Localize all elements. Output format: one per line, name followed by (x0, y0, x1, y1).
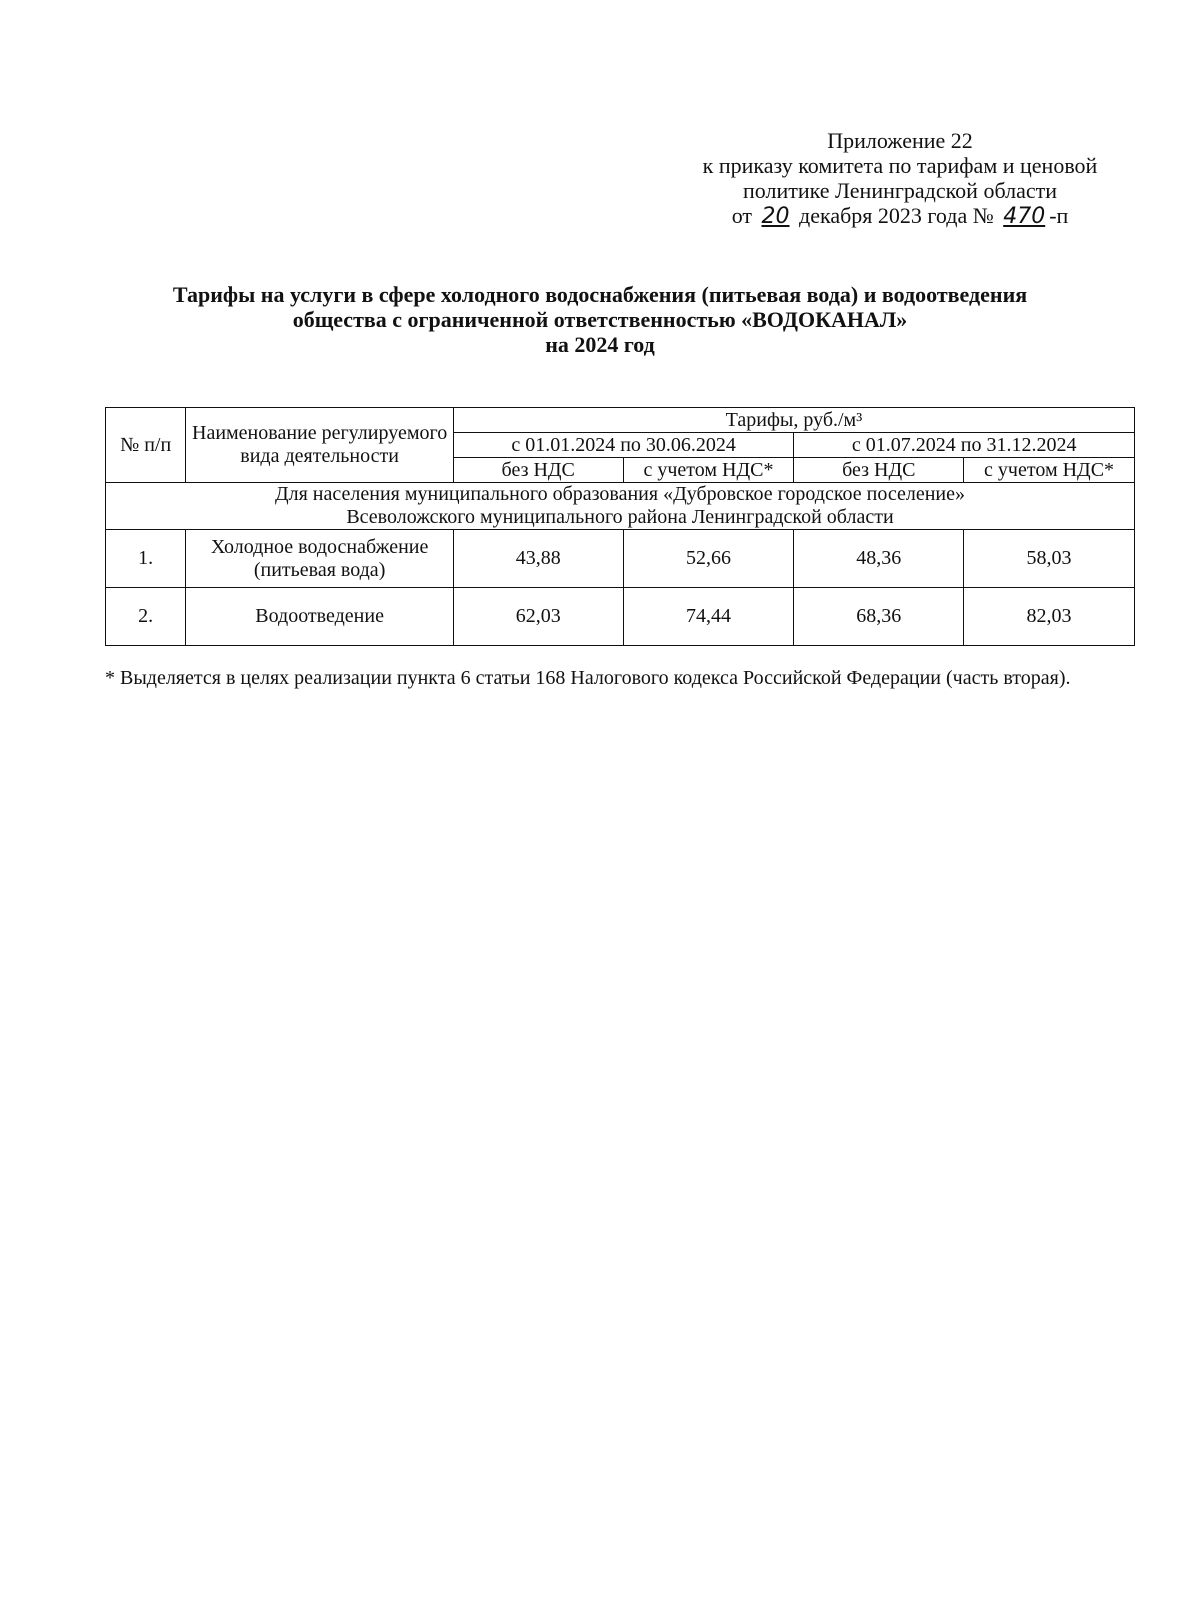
row-p1-without-vat: 43,88 (453, 530, 623, 588)
row-p1-with-vat: 74,44 (623, 588, 794, 646)
header-row-1 (106, 408, 1135, 433)
row-name: Водоотведение (186, 588, 454, 646)
group-cell (106, 483, 1135, 530)
table-row (106, 588, 1135, 646)
date-middle: декабря 2023 года № (799, 203, 994, 228)
annex-order-ref: к приказу комитета по тарифам и ценовой (702, 153, 1098, 178)
header-p2-without-vat: без НДС (794, 458, 964, 483)
annex-date-line (660, 203, 1140, 229)
footnote: * Выделяется в целях реализации пункта 6 статьи 168 Налогового кодекса Российской Федерации (часть вторая). (105, 667, 1071, 689)
header-period-2: с 01.07.2024 по 31.12.2024 (794, 433, 1135, 458)
row-p2-with-vat: 58,03 (964, 530, 1135, 588)
group-line-1: Для населения муниципального образования «Дубровское городское поселение» (274, 483, 966, 505)
header-p1-without-vat: без НДС (453, 458, 623, 483)
title-line-1: Тарифы на услуги в сфере холодного водоснабжения (питьевая вода) и водоотведения (172, 282, 1028, 307)
title-line-2: общества с ограниченной ответственностью «ВОДОКАНАЛ» (292, 307, 908, 332)
header-period-1: с 01.01.2024 по 30.06.2024 (453, 433, 794, 458)
group-row (106, 483, 1135, 530)
tariffs-table (105, 407, 1135, 646)
row-name: Холодное водоснабжение (питьевая вода) (186, 530, 454, 588)
date-prefix: от (731, 203, 753, 228)
order-suffix: -п (1049, 203, 1069, 228)
annex-header (660, 128, 1140, 229)
header-tariffs: Тарифы, руб./м³ (453, 408, 1134, 433)
row-p2-without-vat: 68,36 (794, 588, 964, 646)
group-line-2: Всеволожского муниципального района Ленинградской области (346, 506, 894, 528)
handwritten-order-number: 470 (1003, 204, 1046, 229)
annex-committee: политике Ленинградской области (742, 178, 1057, 203)
table-row (106, 530, 1135, 588)
header-num: № п/п (106, 408, 186, 483)
row-num: 1. (106, 530, 186, 588)
row-p2-with-vat: 82,03 (964, 588, 1135, 646)
row-p1-without-vat: 62,03 (453, 588, 623, 646)
row-p1-with-vat: 52,66 (623, 530, 794, 588)
handwritten-day: 20 (761, 204, 790, 229)
title-line-3: на 2024 год (545, 332, 655, 357)
header-p2-with-vat: с учетом НДС* (964, 458, 1135, 483)
row-p2-without-vat: 48,36 (794, 530, 964, 588)
header-name: Наименование регулируемого вида деятельности (186, 408, 454, 483)
row-num: 2. (106, 588, 186, 646)
header-p1-with-vat: с учетом НДС* (623, 458, 794, 483)
annex-number: Приложение 22 (827, 128, 973, 153)
document-title (100, 282, 1100, 357)
